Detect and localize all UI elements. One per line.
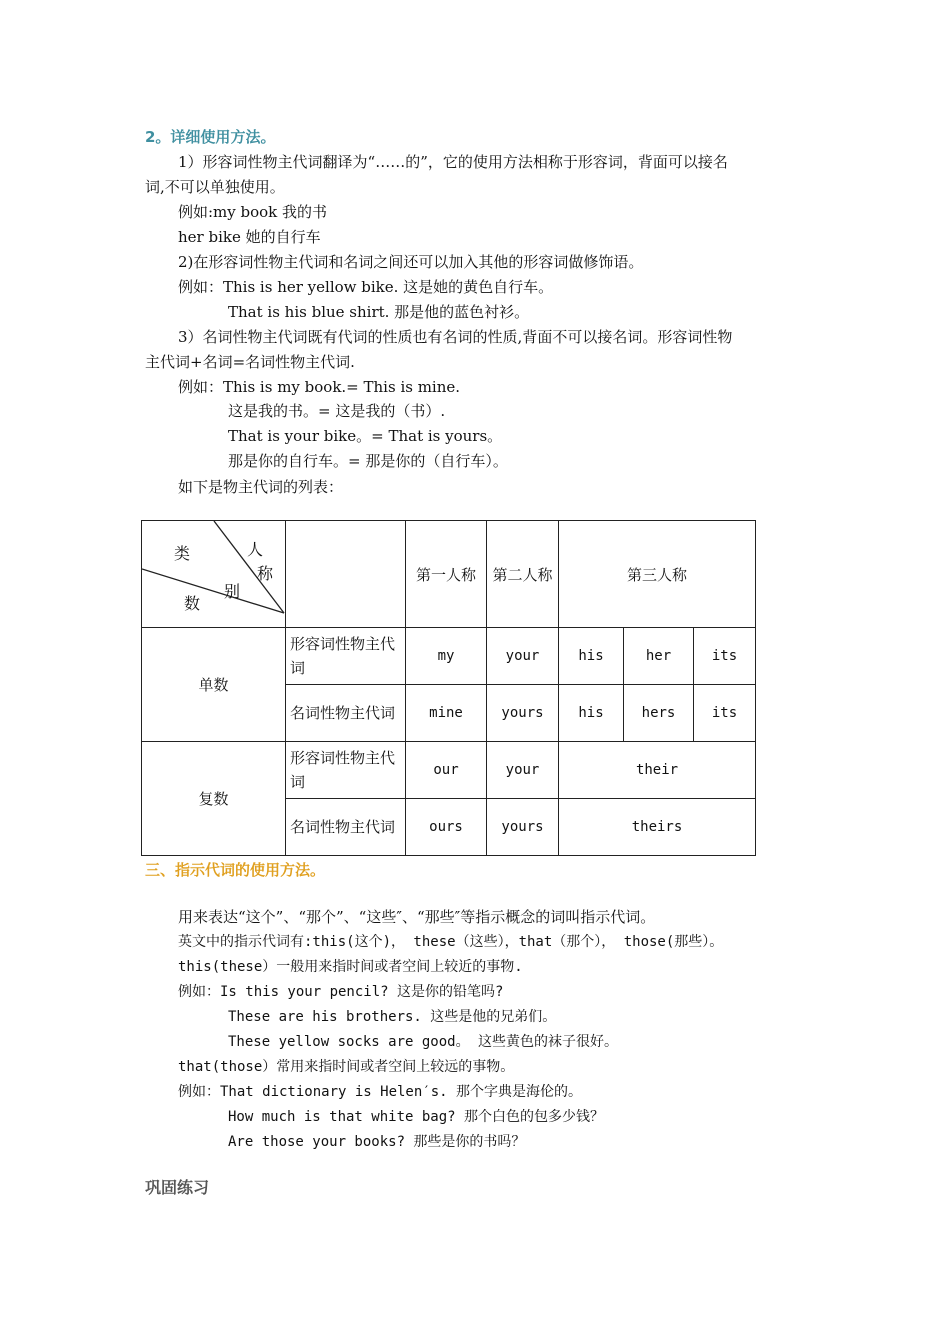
example-3-line-3: That is your bike。= That is yours。 (228, 427, 503, 445)
cell-singular-noun-1: mine (406, 685, 487, 742)
possessive-pronoun-table (141, 520, 756, 856)
section-3-line-2: 英文中的指示代词有:this(这个)， these（这些），that（那个）， those(那些）。 (178, 934, 724, 950)
diag-person-char-1: 人 (247, 540, 264, 559)
cell-singular-adj-3: his (559, 628, 624, 685)
noun-possessive-label: 名词性物主代词 (286, 685, 406, 742)
example-1-line-1: 例如:my book 我的书 (178, 203, 328, 221)
adj-possessive-label: 形容词性物主代词 (286, 628, 406, 685)
adj-possessive-label: 形容词性物主代词 (286, 742, 406, 799)
diag-person-char-2: 称 (257, 564, 274, 583)
section-3-line-6: These yellow socks are good。 这些黄色的袜子很好。 (228, 1034, 619, 1050)
cell-singular-adj-5: its (694, 628, 756, 685)
cell-singular-adj-1: my (406, 628, 487, 685)
header-second-person: 第二人称 (487, 521, 559, 628)
example-3-line-4: 那是你的自行车。= 那是你的（自行车）。 (228, 452, 508, 470)
list-intro: 如下是物主代词的列表： (178, 478, 344, 496)
example-2-line-2: That is his blue shirt. 那是他的蓝色衬衫。 (228, 303, 530, 321)
diag-number-label: 数 (184, 594, 201, 613)
cell-singular-adj-4: her (624, 628, 694, 685)
section-3-line-9: How much is that white bag? 那个白色的包多少钱？ (228, 1109, 605, 1125)
section-3-line-5: These are his brothers. 这些是他的兄弟们。 (228, 1009, 557, 1025)
paragraph-3-line-1: 3）名词性物主代词既有代词的性质也有名词的性质,背面不可以接名词。形容词性物 (178, 328, 733, 346)
section-3-line-7: that(those）常用来指时间或者空间上较远的事物。 (178, 1059, 515, 1075)
practice-heading: 巩固练习 (145, 1178, 210, 1197)
header-first-person: 第一人称 (406, 521, 487, 628)
cell-plural-adj-3: their (559, 742, 756, 799)
cell-plural-noun-2: yours (487, 799, 559, 856)
paragraph-1-line-2: 词,不可以单独使用。 (145, 178, 285, 196)
diagonal-header-cell (142, 521, 286, 628)
header-empty-cell (286, 521, 406, 628)
singular-label: 单数 (142, 628, 286, 742)
cell-singular-noun-5: its (694, 685, 756, 742)
example-1-line-2: her bike 她的自行车 (178, 228, 321, 246)
section-3-line-3: this(these）一般用来指时间或者空间上较近的事物. (178, 959, 523, 975)
cell-singular-noun-2: yours (487, 685, 559, 742)
diag-category-char-2: 别 (224, 582, 241, 601)
plural-label: 复数 (142, 742, 286, 856)
section-3-line-1: 用来表达“这个”、“那个”、“这些″、“那些″等指示概念的词叫指示代词。 (178, 908, 656, 926)
example-2-line-1: 例如：This is her yellow bike. 这是她的黄色自行车。 (178, 278, 554, 296)
cell-plural-adj-2: your (487, 742, 559, 799)
paragraph-1-line-1: 1）形容词性物主代词翻译为“……的”，它的使用方法相称于形容词，背面可以接名 (178, 153, 728, 171)
section-2-heading: 2。详细使用方法。 (145, 128, 276, 146)
cell-plural-noun-1: ours (406, 799, 487, 856)
example-3-line-2: 这是我的书。= 这是我的（书）. (228, 402, 446, 420)
section-3-line-10: Are those your books? 那些是你的书吗？ (228, 1134, 526, 1150)
section-3-heading: 三、指示代词的使用方法。 (145, 861, 326, 879)
table-header-row (142, 521, 756, 628)
example-3-line-1: 例如：This is my book.= This is mine. (178, 378, 461, 396)
table-row (142, 742, 756, 799)
section-3-line-8: 例如：That dictionary is Helen′s. 那个字典是海伦的。 (178, 1084, 583, 1100)
cell-singular-adj-2: your (487, 628, 559, 685)
paragraph-2: 2)在形容词性物主代词和名词之间还可以加入其他的形容词做修饰语。 (178, 253, 644, 271)
cell-singular-noun-3: his (559, 685, 624, 742)
table-row (142, 628, 756, 685)
cell-plural-noun-3: theirs (559, 799, 756, 856)
diag-category-char-1: 类 (174, 544, 191, 563)
cell-singular-noun-4: hers (624, 685, 694, 742)
noun-possessive-label: 名词性物主代词 (286, 799, 406, 856)
cell-plural-adj-1: our (406, 742, 487, 799)
header-third-person: 第三人称 (559, 521, 756, 628)
paragraph-3-line-2: 主代词+名词=名词性物主代词. (145, 353, 355, 371)
section-3-line-4: 例如：Is this your pencil? 这是你的铅笔吗? (178, 984, 504, 1000)
